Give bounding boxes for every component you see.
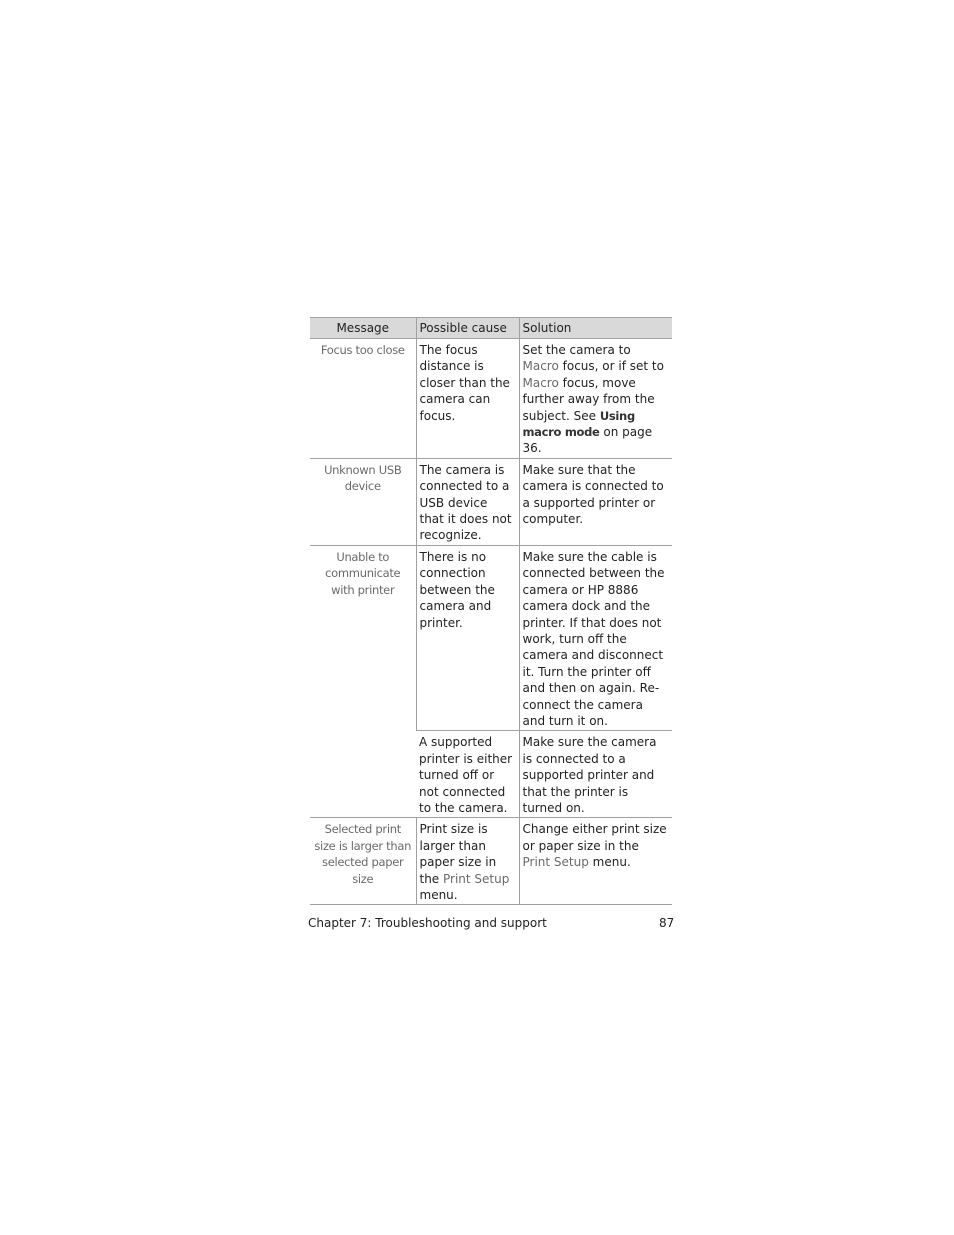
solution-text: focus, move further away from the subject. See [522,375,655,423]
solution-cell: Make sure that the camera is connected to a supported printer or computer. [519,458,672,545]
solution-cell [519,339,672,459]
cause-cell [416,818,519,905]
solution-text: focus, or if set to [558,359,664,374]
solution-cell [519,818,672,905]
footer-chapter-title: Chapter 7: Troubleshooting and support [308,916,547,930]
print-setup-keyword: Print Setup [443,871,510,886]
cause-cell: A supported printer is either turned off or not connected to the camera. [416,731,519,818]
message-cell: Focus too close [310,339,416,459]
cause-cell: There is no connection between the camera and printer. [416,545,519,730]
table-row [310,545,672,730]
cause-text: Print size is larger than paper size in the [419,822,497,886]
cause-cell: The focus distance is closer than the camera can focus. [416,339,519,459]
troubleshooting-table [310,317,672,905]
solution-text: Set the camera to [522,343,631,357]
cause-text: menu. [419,888,458,902]
message-cell: Unable to communicate with printer [310,545,416,818]
table-row [310,458,672,545]
table-row [310,818,672,905]
solution-cell: Make sure the camera is connected to a supported printer and that the printer is turned on. [519,731,672,818]
solution-text: on page 36. [522,425,653,456]
header-solution: Solution [519,318,672,339]
footer-page-number: 87 [659,916,675,930]
table-header-row [310,318,672,339]
message-cell: Unknown USB device [310,458,416,545]
solution-text: Change either print size or paper size in the [522,822,667,853]
solution-text: menu. [588,855,631,870]
print-setup-keyword: Print Setup [522,855,589,870]
cross-reference-link[interactable]: Using macro mode [522,408,635,440]
macro-keyword: Macro [522,359,559,374]
header-message: Message [310,318,416,339]
cause-cell: The camera is connected to a USB device that it does not recognize. [416,458,519,545]
macro-keyword: Macro [522,375,559,390]
message-cell: Selected print size is larger than selected paper size [310,818,416,905]
header-possible-cause: Possible cause [416,318,519,339]
solution-cell: Make sure the cable is connected between the camera or HP 8886 camera dock and the printer. If that does not work, turn off the camera and disconnect it. Turn the printer off and then on again. Re-connect the camera and turn it on. [519,545,672,730]
table-row [310,339,672,459]
